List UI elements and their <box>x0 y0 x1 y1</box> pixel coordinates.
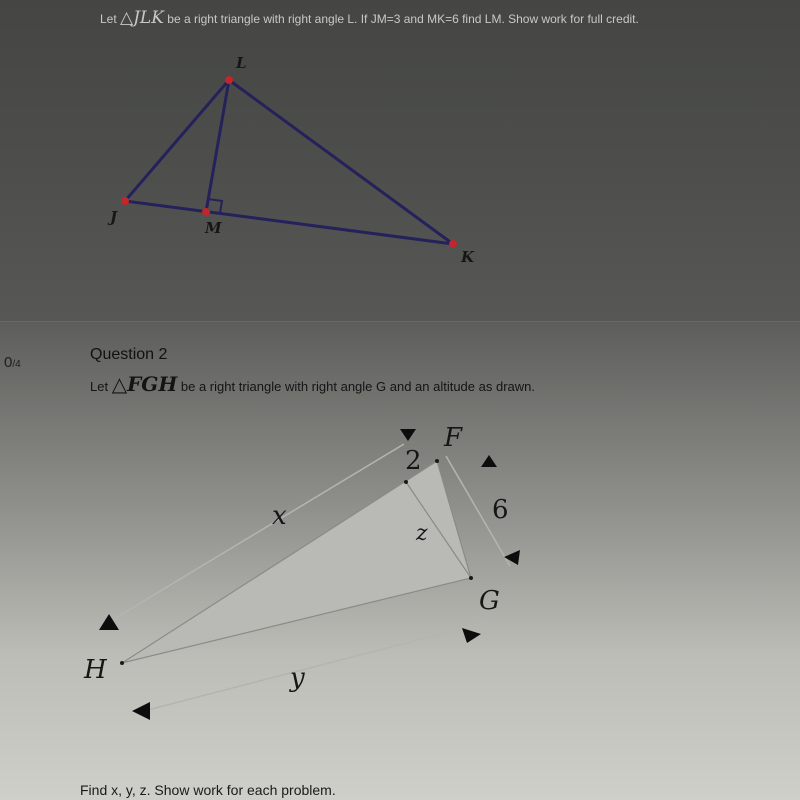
question2-instruction: Find x, y, z. Show work for each problem. <box>80 782 336 798</box>
label-h: H <box>84 655 107 685</box>
arrowhead-six-bottom <box>504 550 520 565</box>
vertex-h-dot <box>120 661 124 665</box>
question1-prompt-prefix: Let <box>100 12 117 26</box>
arrowhead-y-right <box>462 628 481 643</box>
arrowhead-six-top <box>481 455 497 467</box>
label-k: K <box>461 248 475 266</box>
label-g: G <box>479 586 500 616</box>
triangle-fgh <box>122 461 471 663</box>
label-y: y <box>290 663 305 693</box>
score-value: 0 <box>4 354 13 371</box>
arrowhead-x-left <box>99 614 119 630</box>
vertex-g-dot <box>469 576 473 580</box>
label-f: F <box>444 423 463 453</box>
question2-prompt-suffix: be a right triangle with right angle G and an altitude as drawn. <box>180 379 535 394</box>
question2-title: Question 2 <box>90 346 168 363</box>
label-two: 2 <box>405 446 422 476</box>
question2-prompt-prefix: Let <box>90 379 109 394</box>
label-j: J <box>110 208 118 226</box>
vertex-f-dot <box>435 459 439 463</box>
label-m: M <box>205 219 222 237</box>
question2-triangle-name: △FGH <box>111 372 178 396</box>
arrowhead-y-left <box>132 702 150 720</box>
altitude-foot-dot <box>404 480 408 484</box>
question1-prompt-suffix: be a right triangle with right angle L. If JM=3 and MK=6 find LM. Show work for full credit. <box>167 12 639 26</box>
label-x: x <box>272 501 287 531</box>
label-six: 6 <box>492 495 509 525</box>
label-l: L <box>236 54 247 72</box>
question1-triangle-name: △JLK <box>120 8 164 28</box>
arrowhead-top <box>400 429 416 441</box>
label-z: z <box>416 521 428 546</box>
score-total: /4 <box>12 359 21 370</box>
